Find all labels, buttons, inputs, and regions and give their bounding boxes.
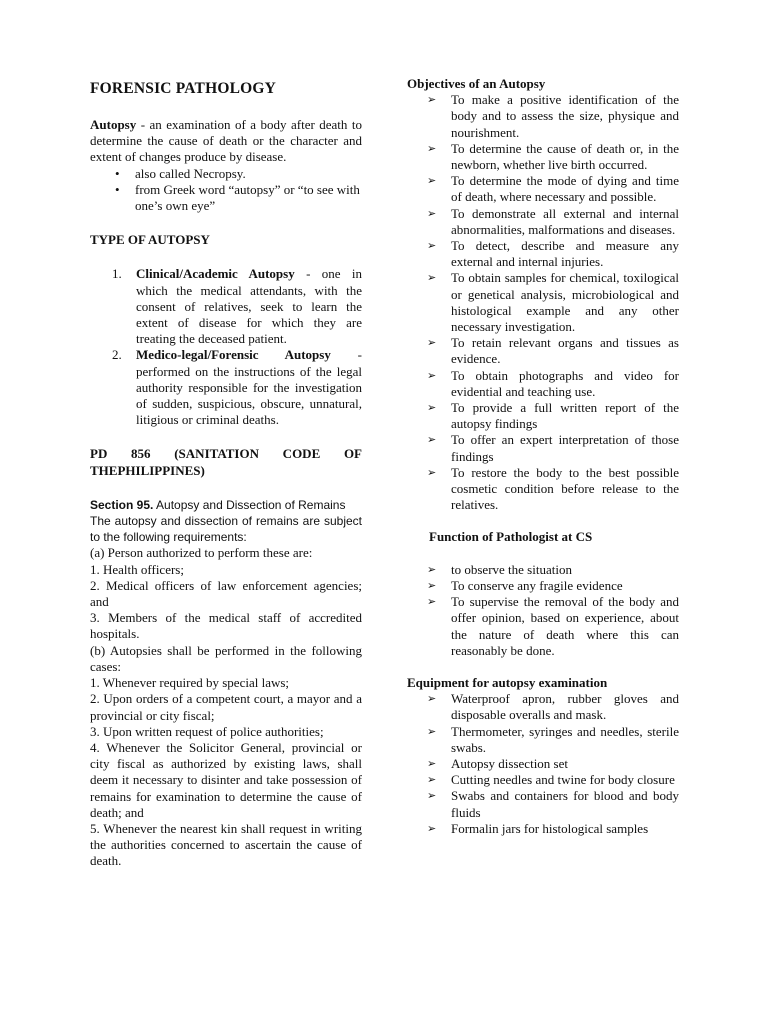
list-item [427,173,679,205]
list-item [427,432,679,464]
item-text: to observe the situation [451,561,572,577]
list-item [427,724,679,756]
section-heading [90,497,362,513]
list-item [427,788,679,820]
types-heading: TYPE OF AUTOPSY [90,232,210,248]
section-line: 4. Whenever the Solicitor General, provincial or city fiscal as authorized by existing laws, shall deem it necessary to disinter and take possession of remains for examination to determine the cause of death; and [90,739,362,820]
list-item: • also called Necropsy. [115,166,362,182]
pd-heading: PD 856 (SANITATION CODE OF THEPHILIPPINES) [90,446,362,478]
item-text: To restore the body to the best possible cosmetic condition before release to the relatives. [451,464,679,513]
arrow-bullet-icon: ➢ [427,402,437,415]
objectives-list [407,92,679,513]
arrow-bullet-icon: ➢ [427,725,437,738]
section-line: 3. Upon written request of police authorities; [90,723,324,739]
item-text: Waterproof apron, rubber gloves and disposable overalls and mask. [451,691,679,723]
right-column [407,76,679,837]
list-item [427,465,679,514]
arrow-bullet-icon: ➢ [427,272,437,285]
item-text: To demonstrate all external and internal abnormalities, malformations and diseases. [451,205,679,237]
list-item [112,266,362,347]
objectives-heading: Objectives of an Autopsy [407,76,546,91]
list-item [427,206,679,238]
function-heading: Function of Pathologist at CS [429,529,593,545]
functions-list [407,562,679,659]
item-text: To offer an expert interpretation of those findings [451,432,679,464]
section-line: 2. Upon orders of a competent court, a mayor and a provincial or city fiscal; [90,691,362,723]
list-item [427,756,679,772]
page-title: FORENSIC PATHOLOGY [90,80,277,97]
item-text: To detect, describe and measure any external and internal injuries. [451,238,679,270]
arrow-bullet-icon: ➢ [427,579,437,592]
section-line: 1. Whenever required by special laws; [90,675,290,691]
item-text: To provide a full written report of the autopsy findings [451,400,679,432]
arrow-bullet-icon: ➢ [427,563,437,576]
list-item: • from Greek word “autopsy” or “to see with one’s own eye” [115,182,362,214]
item-number: 2. [112,347,122,363]
arrow-bullet-icon: ➢ [427,693,437,706]
list-item [427,821,679,837]
list-item [427,368,679,400]
item-text: Autopsy dissection set [451,755,568,771]
section-intro: The autopsy and dissection of remains are subject to the following requirements: [90,514,362,545]
section-term: Section 95. [90,497,154,512]
list-item [112,347,362,428]
item-text: To obtain samples for chemical, toxilogical or genetical analysis, microbiological and histological example and any other necessary investigation. [451,270,679,335]
type-text: - one in which the medical attendants, with the consent of relatives, seek to learn the extent of disease for which they are treating the deceased patient. [136,266,362,347]
autopsy-bullet-list [90,166,362,215]
item-text: Formalin jars for histological samples [451,820,649,836]
arrow-bullet-icon: ➢ [427,142,437,155]
item-text: To determine the cause of death or, in the newborn, whether live birth occurred. [451,140,679,173]
list-item [427,270,679,335]
autopsy-term: Autopsy [90,117,137,132]
list-item [427,141,679,173]
section-title: Autopsy and Dissection of Remains [153,497,346,512]
arrow-bullet-icon: ➢ [427,596,437,609]
type-term: Medico-legal/Forensic Autopsy [136,347,331,363]
item-text: To supervise the removal of the body and offer opinion, based on experience, about the nature of death where this can reasonably be done. [451,594,679,658]
arrow-bullet-icon: ➢ [427,337,437,350]
autopsy-definition [90,117,362,166]
list-item [427,92,679,141]
arrow-bullet-icon: ➢ [427,369,437,382]
arrow-bullet-icon: ➢ [427,175,437,188]
type-term: Clinical/Academic Autopsy [136,266,295,282]
arrow-bullet-icon: ➢ [427,822,437,835]
list-item [427,594,679,659]
item-text: To retain relevant organs and tissues as evidence. [451,335,679,367]
equipment-heading: Equipment for autopsy examination [407,674,608,690]
list-item [427,691,679,723]
item-text: Thermometer, syringes and needles, sterile swabs. [451,723,679,755]
arrow-bullet-icon: ➢ [427,240,437,253]
item-text: To make a positive identification of the body and to assess the size, physique and nourishment. [451,92,679,140]
list-item [427,335,679,367]
section-line: 2. Medical officers of law enforcement agencies; and [90,577,362,610]
left-column [90,76,362,870]
list-item [427,400,679,432]
item-text: To conserve any fragile evidence [451,577,623,593]
item-text: Swabs and containers for blood and body fluids [451,788,679,820]
arrow-bullet-icon: ➢ [427,207,437,220]
arrow-bullet-icon: ➢ [427,466,437,479]
section-line: (a) Person authorized to perform these are: [90,545,313,561]
arrow-bullet-icon: ➢ [427,774,437,787]
section-line: 5. Whenever the nearest kin shall request in writing the authorities concerned to ascertain the cause of death. [90,820,362,869]
arrow-bullet-icon: ➢ [427,757,437,770]
arrow-bullet-icon: ➢ [427,790,437,803]
arrow-bullet-icon: ➢ [427,434,437,447]
list-item [427,772,679,788]
autopsy-definition-text: - an examination of a body after death to determine the cause of death or the character and extent of changes produce by disease. [90,117,362,165]
item-number: 1. [112,266,122,282]
item-text: To obtain photographs and video for evidential and teaching use. [451,367,679,399]
equipment-list [407,691,679,837]
list-item [427,578,679,594]
arrow-bullet-icon: ➢ [427,94,437,107]
item-text: To determine the mode of dying and time of death, where necessary and possible. [451,173,679,205]
autopsy-types-list [90,266,362,428]
section-line: (b) Autopsies shall be performed in the following cases: [90,642,362,674]
type-text: - performed on the instructions of the legal authority responsible for the investigation of sudden, suspicious, obscure, unnatural, litigious or criminal deaths. [136,347,362,428]
item-text: Cutting needles and twine for body closure [451,772,675,788]
section-line: 3. Members of the medical staff of accredited hospitals. [90,610,362,642]
section-line: 1. Health officers; [90,561,184,577]
list-item [427,562,679,578]
list-item [427,238,679,270]
